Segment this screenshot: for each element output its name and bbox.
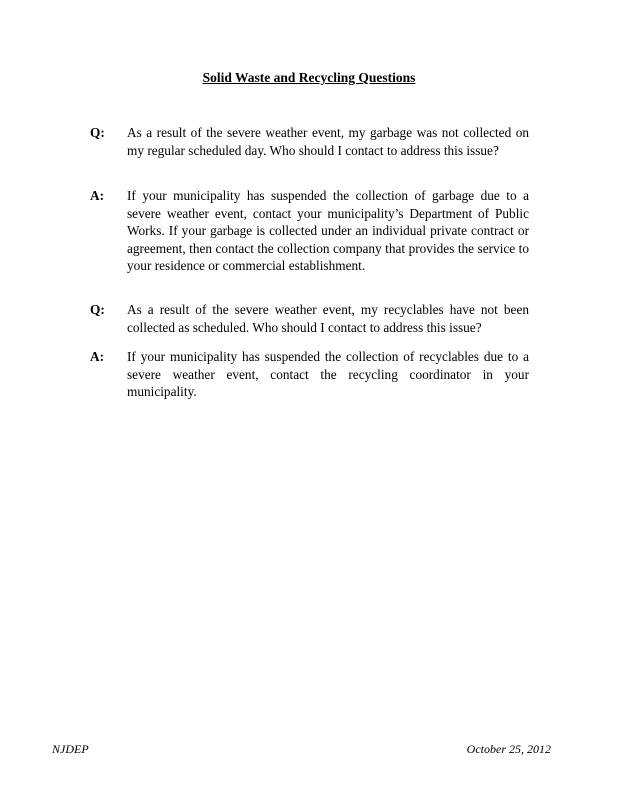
answer-text: If your municipality has suspended the collection of recyclables due to a severe weather event, contact the recycling coordinator in your municipality. <box>127 349 529 399</box>
question-label: Q: <box>90 302 105 317</box>
answer-label: A: <box>90 349 105 364</box>
footer-date: October 25, 2012 <box>466 742 551 756</box>
question-1 <box>90 124 529 159</box>
question-text: As a result of the severe weather event, my recyclables have not been collected as scheduled. Who should I contact to address this issue? <box>127 302 529 335</box>
question-label: Q: <box>90 125 105 140</box>
answer-1 <box>90 187 529 275</box>
question-text: As a result of the severe weather event, my garbage was not collected on my regular scheduled day. Who should I contact to address this issue? <box>127 125 529 158</box>
question-2 <box>90 301 529 336</box>
footer-organization: NJDEP <box>52 742 89 756</box>
answer-label: A: <box>90 188 105 203</box>
answer-text: If your municipality has suspended the collection of garbage due to a severe weather event, contact your municipality’s Department of Public Works. If your garbage is collected under an individual private contract or agreement, then contact the collection company that provides the service to your residence or commercial establishment. <box>127 188 529 273</box>
answer-2 <box>90 348 529 401</box>
page-title: Solid Waste and Recycling Questions <box>202 70 416 85</box>
